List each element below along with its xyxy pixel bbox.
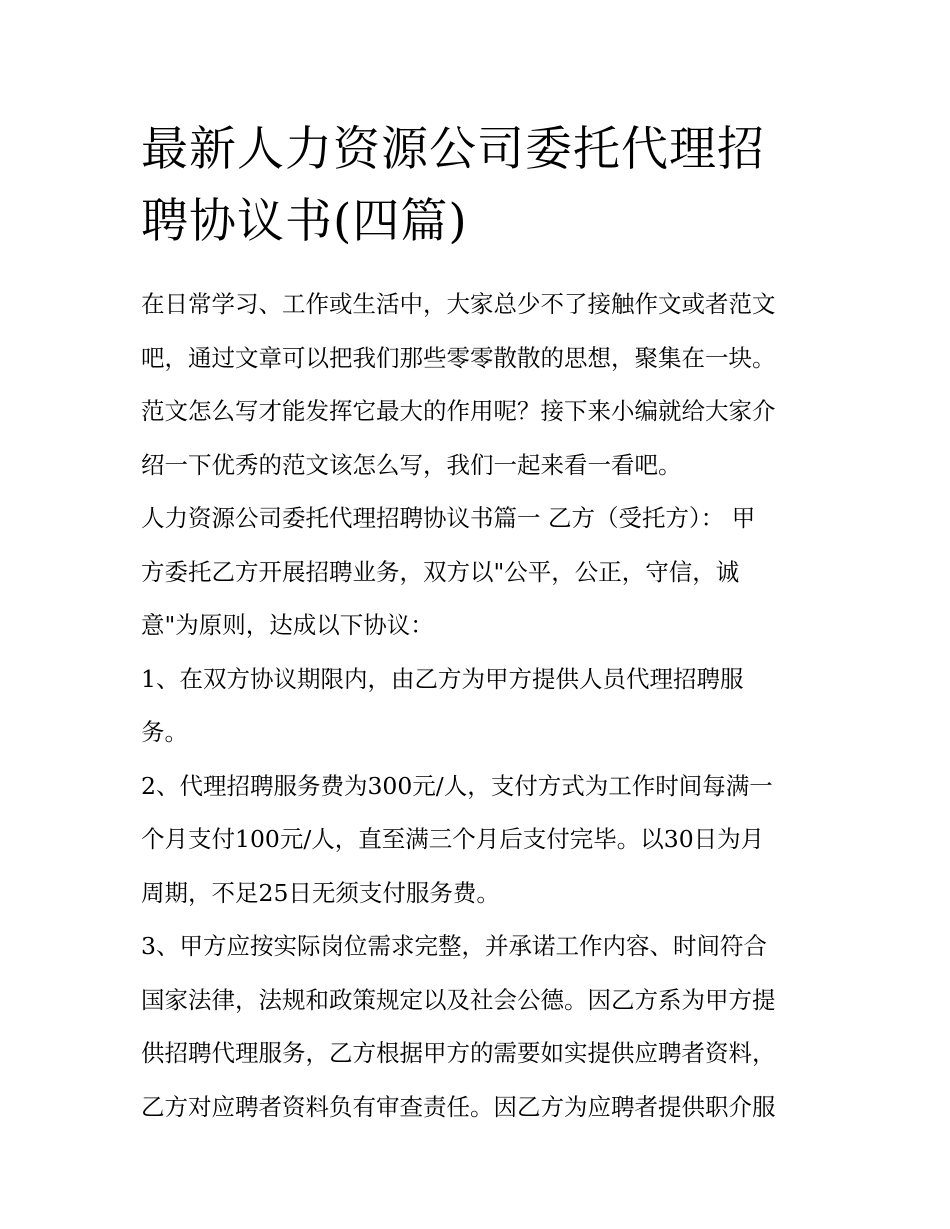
title-line-1: 最新人力资源公司委托代理招 [141,122,765,177]
body-line: 乙方对应聘者资料负有审查责任。因乙方为应聘者提供职介服 [141,1092,776,1121]
body-line: 3、甲方应按实际岗位需求完整，并承诺工作内容、时间符合 [141,932,767,960]
body-line: 在日常学习、工作或生活中，大家总少不了接触作文或者范文 [141,290,776,318]
body-line: 国家法律，法规和政策规定以及社会公德。因乙方系为甲方提 [141,985,776,1014]
body-line: 个月支付100元/人，直至满三个月后支付完毕。以30日为月 [141,825,765,853]
body-line: 吧，通过文章可以把我们那些零零散散的思想，聚集在一块。 [141,343,776,372]
body-line: 周期，不足25日无须支付服务费。 [141,878,500,907]
body-line: 务。 [141,718,188,746]
body-line: 2、代理招聘服务费为300元/人，支付方式为工作时间每满一 [141,771,773,800]
document-page [141,0,821,1134]
body-line: 供招聘代理服务，乙方根据甲方的需要如实提供应聘者资料， [141,1039,776,1067]
body-line: 方委托乙方开展招聘业务，双方以"公平，公正，守信，诚 [141,557,740,586]
body-line: 绍一下优秀的范文该怎么写，我们一起来看一看吧。 [141,450,682,479]
title-line-2: 聘协议书(四篇) [141,194,468,249]
body-line: 意"为原则，达成以下协议： [141,611,434,639]
body-line: 范文怎么写才能发挥它最大的作用呢？接下来小编就给大家介 [141,397,776,425]
body-line: 1、在双方协议期限内，由乙方为甲方提供人员代理招聘服 [141,664,744,693]
document-body [141,278,821,1134]
document-title [141,0,821,258]
body-line: 人力资源公司委托代理招聘协议书篇一 乙方（受托方）： 甲 [141,504,756,532]
